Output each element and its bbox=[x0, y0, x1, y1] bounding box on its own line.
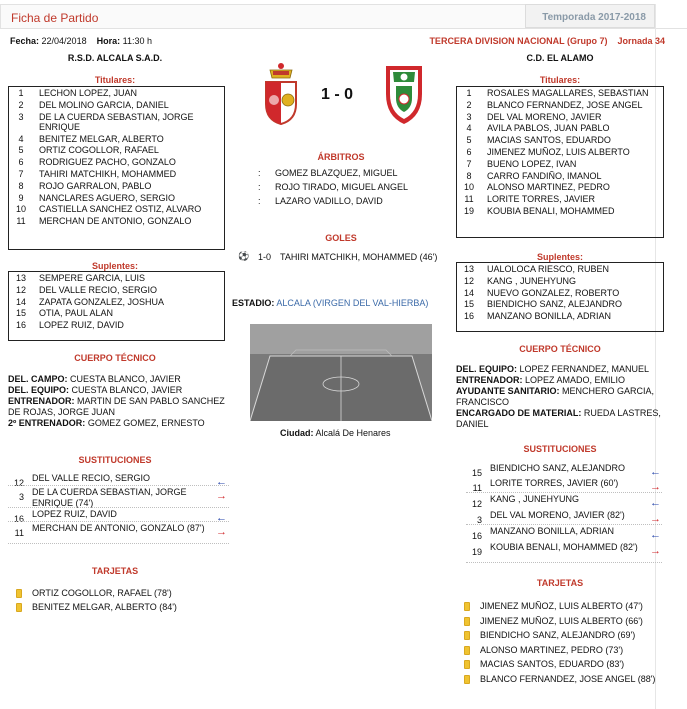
player-name[interactable]: ORTIZ COGOLLOR, RAFAEL bbox=[39, 145, 159, 156]
player-name[interactable]: UALOLOCA RIESCO, RUBEN bbox=[487, 264, 610, 274]
staff-name: MENCHERO GARCIA, FRANCISCO bbox=[456, 386, 655, 407]
player-row bbox=[457, 171, 663, 183]
player-name[interactable]: ZAPATA GONZALEZ, JOSHUA bbox=[39, 296, 165, 307]
away-subs-table bbox=[456, 262, 664, 332]
player-number: 15 bbox=[15, 308, 26, 319]
referee-prefix: : bbox=[258, 168, 261, 178]
player-number: 4 bbox=[466, 123, 472, 134]
substitution-number: 3 bbox=[476, 515, 482, 525]
referee-name: LAZARO VADILLO, DAVID bbox=[275, 196, 383, 206]
away-starters-list bbox=[457, 87, 663, 218]
card-player: BIENDICHO SANZ, ALEJANDRO (69') bbox=[480, 630, 636, 640]
staff-row bbox=[8, 396, 226, 418]
staff-row bbox=[456, 386, 661, 408]
home-subs-table bbox=[8, 271, 225, 341]
yellow-card-icon bbox=[464, 617, 470, 626]
player-row bbox=[457, 276, 663, 288]
player-number: 1 bbox=[466, 88, 472, 98]
player-number: 6 bbox=[466, 146, 472, 157]
divider bbox=[8, 543, 229, 544]
yellow-card-icon bbox=[464, 660, 470, 669]
score: 1 - 0 bbox=[321, 86, 354, 103]
player-name[interactable]: CASTIELLA SANCHEZ OSTIZ, ALVARO bbox=[39, 204, 202, 215]
date-label: Fecha: bbox=[10, 36, 40, 46]
player-row bbox=[457, 194, 663, 206]
card-player: JIMENEZ MUÑOZ, LUIS ALBERTO (66') bbox=[480, 615, 643, 626]
player-name[interactable]: KANG , JUNEHYUNG bbox=[487, 275, 577, 286]
player-row bbox=[9, 297, 224, 309]
player-row bbox=[9, 169, 224, 181]
substitution-player: LOPEZ RUIZ, DAVID bbox=[32, 509, 117, 519]
arrow-right-icon: → bbox=[650, 545, 661, 557]
player-number: 8 bbox=[466, 170, 472, 181]
player-name[interactable]: MERCHAN DE ANTONIO, GONZALO bbox=[39, 216, 192, 227]
player-name[interactable]: LORITE TORRES, JAVIER bbox=[487, 194, 596, 205]
season-label: Temporada 2017-2018 bbox=[542, 12, 646, 23]
substitution-number: 3 bbox=[18, 492, 24, 502]
player-number: 15 bbox=[463, 299, 474, 310]
player-row bbox=[457, 288, 663, 300]
divider bbox=[8, 521, 229, 522]
player-row bbox=[457, 88, 663, 100]
player-number: 12 bbox=[463, 275, 474, 286]
home-subs-title: Suplentes: bbox=[91, 261, 138, 271]
player-number: 1 bbox=[18, 88, 24, 98]
tab-title-label: Ficha de Partido bbox=[11, 11, 99, 25]
staff-name: LOPEZ AMADO, EMILIO bbox=[525, 375, 626, 385]
arrow-left-icon: ← bbox=[650, 497, 661, 509]
staff-name: LOPEZ FERNANDEZ, MANUEL bbox=[519, 364, 650, 374]
player-row bbox=[457, 206, 663, 218]
substitution-player: BIENDICHO SANZ, ALEJANDRO bbox=[490, 463, 626, 473]
yellow-card-icon bbox=[464, 631, 470, 640]
staff-row bbox=[456, 408, 661, 430]
time-value: 11:30 h bbox=[122, 36, 152, 46]
competition-info bbox=[429, 36, 665, 46]
arrow-right-icon: → bbox=[650, 513, 661, 525]
substitution-player: MERCHAN DE ANTONIO, GONZALO (87') bbox=[32, 523, 205, 533]
city-label: Ciudad: bbox=[280, 428, 314, 438]
arrow-right-icon: → bbox=[650, 481, 661, 493]
staff-role: 2º ENTRENADOR: bbox=[8, 418, 86, 428]
card-player: ALONSO MARTINEZ, PEDRO (73') bbox=[480, 644, 624, 655]
staff-row bbox=[8, 418, 226, 429]
player-row bbox=[9, 216, 224, 228]
player-name[interactable]: RODRIGUEZ PACHO, GONZALO bbox=[39, 157, 176, 168]
player-number: 8 bbox=[18, 180, 24, 191]
player-row bbox=[9, 320, 224, 332]
player-number: 9 bbox=[18, 192, 24, 203]
staff-role: DEL. EQUIPO: bbox=[8, 385, 70, 395]
player-number: 14 bbox=[463, 287, 474, 298]
player-row bbox=[9, 134, 224, 146]
away-substitutions-title: SUSTITUCIONES bbox=[523, 444, 597, 454]
player-row bbox=[457, 182, 663, 194]
card-player: MACIAS SANTOS, EDUARDO (83') bbox=[480, 659, 625, 669]
goal-scorer: TAHIRI MATCHIKH, MOHAMMED (46') bbox=[280, 252, 438, 262]
substitution-number: 12 bbox=[13, 478, 24, 488]
arrow-right-icon: → bbox=[216, 490, 227, 502]
staff-role: ENTRENADOR: bbox=[8, 396, 75, 406]
away-team-name: C.D. EL ALAMO bbox=[526, 53, 594, 63]
player-number: 5 bbox=[18, 145, 24, 156]
player-name[interactable]: DEL MOLINO GARCIA, DANIEL bbox=[39, 99, 169, 110]
player-number: 19 bbox=[463, 205, 474, 216]
divider bbox=[8, 507, 229, 508]
substitution-player: DEL VAL MORENO, JAVIER (82') bbox=[490, 510, 625, 520]
player-row bbox=[457, 147, 663, 159]
home-cards-title: TARJETAS bbox=[91, 566, 139, 576]
player-number: 7 bbox=[466, 158, 472, 169]
city-info bbox=[280, 428, 391, 438]
player-row bbox=[457, 112, 663, 124]
player-row bbox=[457, 264, 663, 276]
substitution-player: MANZANO BONILLA, ADRIAN bbox=[490, 526, 615, 536]
arrow-left-icon: ← bbox=[650, 529, 661, 541]
player-name[interactable]: OTIA, PAUL ALAN bbox=[39, 308, 114, 319]
goal-score: 1-0 bbox=[258, 252, 272, 262]
stadium-info bbox=[232, 298, 462, 308]
player-row bbox=[457, 311, 663, 323]
player-number: 3 bbox=[466, 111, 472, 122]
ball-icon: ⚽ bbox=[238, 251, 250, 261]
arrow-left-icon: ← bbox=[216, 476, 227, 488]
player-number: 6 bbox=[18, 157, 24, 168]
staff-role: AYUDANTE SANITARIO: bbox=[456, 386, 560, 396]
player-number: 7 bbox=[18, 168, 24, 179]
player-number: 12 bbox=[15, 284, 26, 295]
player-row bbox=[457, 135, 663, 147]
player-row bbox=[9, 157, 224, 169]
city-value: Alcalá De Henares bbox=[315, 428, 391, 438]
player-name[interactable]: ROSALES MAGALLARES, SEBASTIAN bbox=[487, 88, 649, 98]
stadium-photo bbox=[250, 324, 432, 421]
player-row bbox=[457, 100, 663, 112]
staff-row bbox=[456, 364, 661, 375]
substitution-player: KOUBIA BENALI, MOHAMMED (82') bbox=[490, 542, 638, 552]
player-number: 11 bbox=[464, 194, 474, 205]
substitution-number: 16 bbox=[471, 531, 482, 541]
staff-role: ENCARGADO DE MATERIAL: bbox=[456, 408, 582, 418]
referee-name: ROJO TIRADO, MIGUEL ANGEL bbox=[275, 182, 409, 192]
player-name[interactable]: BUENO LOPEZ, IVAN bbox=[487, 158, 577, 169]
player-number: 13 bbox=[15, 273, 26, 283]
player-name[interactable]: DEL VAL MORENO, JAVIER bbox=[487, 111, 602, 122]
staff-row bbox=[8, 385, 226, 396]
divider bbox=[466, 562, 662, 563]
player-name[interactable]: AVILA PABLOS, JUAN PABLO bbox=[487, 123, 610, 134]
player-name[interactable]: MANZANO BONILLA, ADRIAN bbox=[487, 311, 612, 322]
stadium-label: ESTADIO: bbox=[232, 298, 275, 308]
player-number: 5 bbox=[466, 135, 472, 146]
card-player: BENITEZ MELGAR, ALBERTO (84') bbox=[32, 602, 177, 612]
referee-prefix: : bbox=[258, 182, 261, 192]
divider bbox=[466, 492, 662, 493]
substitution-player: DEL VALLE RECIO, SERGIO bbox=[32, 473, 151, 483]
yellow-card-icon bbox=[16, 589, 22, 598]
player-row bbox=[9, 273, 224, 285]
player-number: 2 bbox=[18, 99, 24, 110]
home-subs-list bbox=[9, 272, 224, 332]
stadium-link[interactable]: ALCALA (VIRGEN DEL VAL-HIERBA) bbox=[276, 298, 429, 308]
player-row bbox=[9, 193, 224, 205]
player-name[interactable]: BLANCO FERNANDEZ, JOSE ANGEL bbox=[487, 99, 643, 110]
home-team-name: R.S.D. ALCALA S.A.D. bbox=[67, 53, 163, 63]
player-row bbox=[457, 159, 663, 171]
staff-name: CUESTA BLANCO, JAVIER bbox=[70, 374, 181, 384]
yellow-card-icon bbox=[16, 603, 22, 612]
player-name[interactable]: SEMPERE GARCIA, LUIS bbox=[39, 273, 146, 283]
away-starters-table bbox=[456, 86, 664, 238]
substitution-number: 11 bbox=[472, 483, 482, 493]
player-number: 13 bbox=[463, 264, 474, 274]
home-starters-table bbox=[8, 86, 225, 250]
player-name[interactable]: BIENDICHO SANZ, ALEJANDRO bbox=[487, 299, 623, 310]
player-number: 10 bbox=[15, 204, 26, 215]
home-staff-title: CUERPO TÉCNICO bbox=[74, 353, 156, 363]
yellow-card-icon bbox=[464, 675, 470, 684]
substitution-number: 15 bbox=[471, 468, 482, 478]
substitution-player: LORITE TORRES, JAVIER (60') bbox=[490, 478, 619, 488]
season-tab[interactable] bbox=[525, 4, 655, 28]
player-row bbox=[457, 299, 663, 311]
player-name[interactable]: TAHIRI MATCHIKH, MOHAMMED bbox=[39, 168, 177, 179]
staff-role: DEL. EQUIPO: bbox=[456, 364, 518, 374]
home-team-crest bbox=[262, 60, 300, 126]
date-value: 22/04/2018 bbox=[41, 36, 87, 46]
player-name[interactable]: KOUBIA BENALI, MOHAMMED bbox=[487, 205, 615, 216]
player-row bbox=[9, 204, 224, 216]
player-number: 3 bbox=[18, 111, 24, 122]
player-row bbox=[9, 308, 224, 320]
staff-row bbox=[8, 374, 226, 385]
staff-name: MARTIN DE SAN PABLO SANCHEZ DE ROJAS, JORGE JUAN bbox=[8, 396, 225, 417]
away-subs-list bbox=[457, 263, 663, 323]
player-name[interactable]: NANCLARES AGUERO, SERGIO bbox=[39, 192, 176, 203]
competition-name: TERCERA DIVISION NACIONAL (Grupo 7) bbox=[429, 36, 608, 46]
home-starters-list bbox=[9, 87, 224, 228]
staff-role: ENTRENADOR: bbox=[456, 375, 523, 385]
player-number: 4 bbox=[18, 133, 24, 144]
player-name[interactable]: JIMENEZ MUÑOZ, LUIS ALBERTO bbox=[487, 146, 630, 157]
home-substitutions-title: SUSTITUCIONES bbox=[78, 455, 152, 465]
player-name[interactable]: BENITEZ MELGAR, ALBERTO bbox=[39, 133, 164, 144]
divider bbox=[0, 28, 687, 29]
substitution-number: 19 bbox=[471, 547, 482, 557]
player-name[interactable]: CARRO FANDIÑO, IMANOL bbox=[487, 170, 602, 181]
staff-row bbox=[456, 375, 661, 386]
arrow-left-icon: ← bbox=[650, 466, 661, 478]
player-row bbox=[9, 88, 224, 100]
card-player: ORTIZ COGOLLOR, RAFAEL (78') bbox=[32, 588, 172, 598]
player-name[interactable]: DE LA CUERDA SEBASTIAN, JORGE ENRIQUE bbox=[39, 111, 194, 133]
staff-name: RUEDA LASTRES, DANIEL bbox=[456, 408, 661, 429]
substitution-number: 11 bbox=[14, 528, 24, 538]
player-number: 16 bbox=[15, 320, 26, 331]
referee-prefix: : bbox=[258, 196, 261, 206]
home-staff-list bbox=[8, 374, 226, 429]
staff-name: GOMEZ GOMEZ, ERNESTO bbox=[87, 418, 205, 428]
away-cards-title: TARJETAS bbox=[536, 578, 584, 588]
player-name[interactable]: ALONSO MARTINEZ, PEDRO bbox=[487, 182, 610, 193]
goals-title: GOLES bbox=[325, 233, 357, 243]
yellow-card-icon bbox=[464, 646, 470, 655]
divider bbox=[8, 485, 229, 486]
referees-title: ÁRBITROS bbox=[317, 152, 365, 162]
time-label: Hora: bbox=[96, 36, 121, 46]
player-row bbox=[9, 145, 224, 157]
player-row bbox=[457, 123, 663, 135]
away-team-crest bbox=[380, 58, 428, 126]
player-row bbox=[9, 181, 224, 193]
card-player: JIMENEZ MUÑOZ, LUIS ALBERTO (47') bbox=[480, 601, 643, 611]
player-number: 10 bbox=[463, 182, 474, 193]
player-name[interactable]: ROJO GARRALON, PABLO bbox=[39, 180, 152, 191]
player-name[interactable]: DEL VALLE RECIO, SERGIO bbox=[39, 284, 158, 295]
player-name[interactable]: LECHON LOPEZ, JUAN bbox=[39, 88, 138, 98]
player-row bbox=[9, 285, 224, 297]
referee-name: GOMEZ BLAZQUEZ, MIGUEL bbox=[275, 168, 398, 178]
player-number: 14 bbox=[15, 296, 26, 307]
player-name[interactable]: NUEVO GONZALEZ, ROBERTO bbox=[487, 287, 620, 298]
player-row bbox=[9, 112, 224, 134]
away-staff-list bbox=[456, 364, 661, 430]
round-label: Jornada 34 bbox=[617, 36, 665, 46]
player-number: 2 bbox=[466, 99, 472, 110]
staff-name: CUESTA BLANCO, JAVIER bbox=[71, 385, 183, 395]
substitution-number: 12 bbox=[471, 499, 482, 509]
substitution-player: KANG , JUNEHYUNG bbox=[490, 494, 580, 504]
away-staff-title: CUERPO TÉCNICO bbox=[519, 344, 601, 354]
substitution-number: 16 bbox=[13, 514, 24, 524]
arrow-right-icon: → bbox=[216, 526, 227, 538]
match-date bbox=[10, 36, 152, 46]
player-row bbox=[9, 100, 224, 112]
away-subs-title: Suplentes: bbox=[536, 252, 583, 262]
staff-role: DEL. CAMPO: bbox=[8, 374, 68, 384]
arrow-left-icon: ← bbox=[216, 512, 227, 524]
card-player: BLANCO FERNANDEZ, JOSE ANGEL (88') bbox=[480, 673, 656, 684]
player-number: 11 bbox=[16, 216, 26, 227]
home-starters-title: Titulares: bbox=[94, 75, 136, 85]
player-number: 16 bbox=[463, 311, 474, 322]
divider bbox=[466, 524, 662, 525]
player-name[interactable]: MACIAS SANTOS, EDUARDO bbox=[487, 135, 611, 146]
away-starters-title: Titulares: bbox=[539, 75, 581, 85]
yellow-card-icon bbox=[464, 602, 470, 611]
substitution-player: DE LA CUERDA SEBASTIAN, JORGE ENRIQUE (74') bbox=[32, 487, 187, 508]
player-name[interactable]: LOPEZ RUIZ, DAVID bbox=[39, 320, 124, 331]
